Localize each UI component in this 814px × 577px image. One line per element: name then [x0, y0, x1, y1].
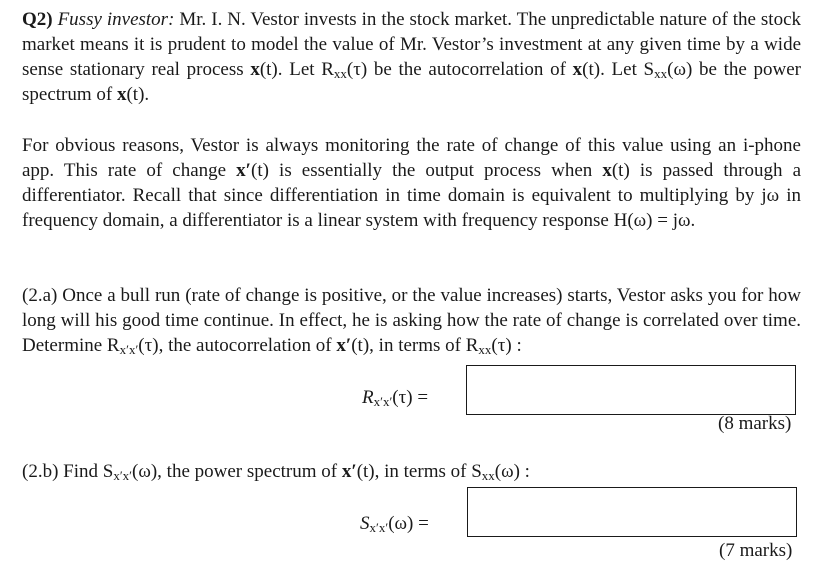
part-b-text: (2.b) Find $S_{x'x'}(\omega)$, the power spectrum of x′(t), in terms of $S_{xx}(\omega)$ :	[22, 461, 530, 483]
question-number: Q2)	[22, 9, 53, 30]
part-a-marks: (8 marks)	[718, 413, 792, 434]
part-b-answer-box[interactable]	[467, 487, 797, 537]
question-title: Fussy investor:	[57, 9, 175, 30]
part-a-answer-label: $R_{x'x'}(\tau)$ =	[362, 387, 429, 409]
question-context: For obvious reasons, Vestor is always monitoring the rate of change of this value using an i-phone app. This rate of change x′(t) is essentially the output process when x(t) is passed through a differentiator. Recall that since differentiation in time domain is equivalent to multiplying by jω in frequency domain, a differentiator is a linear system with frequency response H(ω) = jω.	[22, 135, 802, 231]
part-b-answer-label: $S_{x'x'}(\omega)$ =	[360, 513, 429, 535]
part-b-marks: (7 marks)	[719, 540, 793, 561]
part-a-text: (2.a) Once a bull run (rate of change is positive, or the value increases) starts, Vestor asks you for how long will his good time continue. In effect, he is asking how the rate of change is correlated over time. Determine $R_{x'x'}(\tau)$, the autocorrelation of x′(t), in terms of $R_{xx}(\tau)$ :	[22, 285, 801, 357]
question-intro: Q2) Fussy investor: Mr. I. N. Vestor invests in the stock market. The unpredictable nature of the stock market means it is prudent to model the value of Mr. Vestor’s investment at any given time by a wide sense stationary real process x(t). Let $R_{xx}(\tau)$ be the autocorrelation of x(t). Let $S_{xx}(\omega)$ be the power spectrum of x(t).	[22, 9, 802, 105]
part-a-answer-box[interactable]	[466, 365, 796, 415]
